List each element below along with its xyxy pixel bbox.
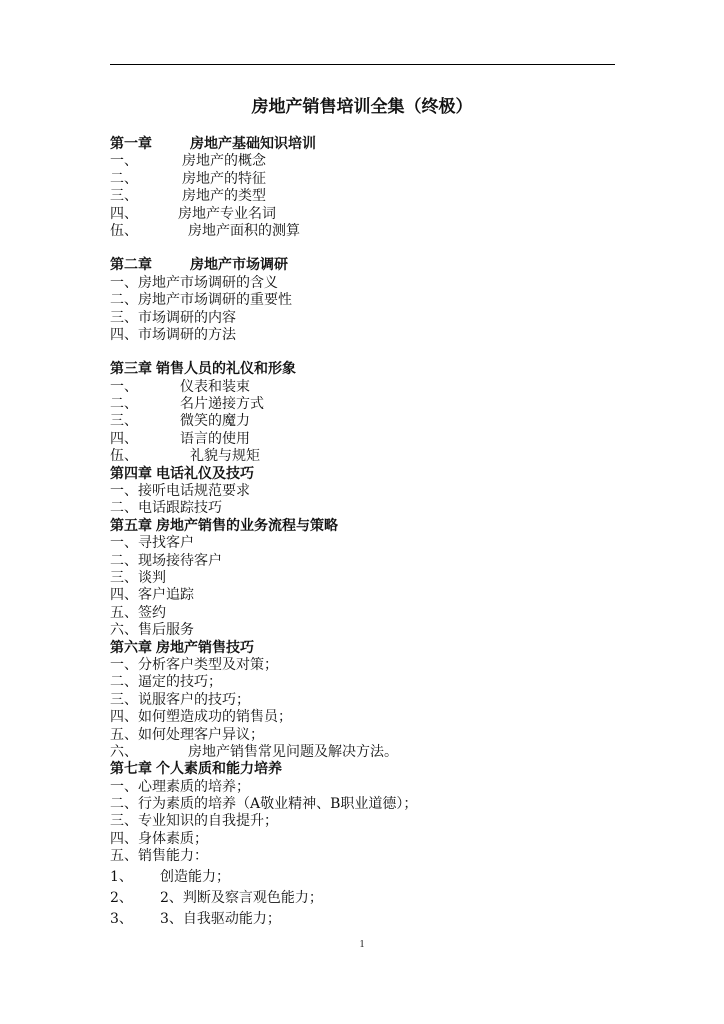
header-rule bbox=[110, 64, 615, 65]
chapter-title: 电话礼仪及技巧 bbox=[156, 465, 254, 482]
chapter-title: 房地产销售的业务流程与策略 bbox=[156, 517, 338, 534]
chapter-heading bbox=[110, 761, 630, 778]
item-text: 名片递接方式 bbox=[180, 396, 264, 413]
item-text: 售后服务 bbox=[138, 622, 194, 639]
chapter-number: 第四章 bbox=[110, 465, 152, 482]
item-number: 一、 bbox=[110, 778, 138, 795]
chapter-number: 第三章 bbox=[110, 361, 152, 378]
list-item bbox=[110, 890, 630, 907]
item-text: 签约 bbox=[138, 604, 166, 621]
chapter-number: 第二章 bbox=[110, 257, 152, 274]
document-title: 房地产销售培训全集（终极） bbox=[251, 97, 473, 117]
list-item bbox=[110, 587, 630, 604]
item-number: 三、 bbox=[110, 691, 138, 708]
item-number: 三、 bbox=[110, 309, 138, 326]
item-text: 礼貌与规矩 bbox=[190, 448, 260, 465]
item-text: 房地产市场调研的含义 bbox=[138, 274, 278, 291]
list-item bbox=[110, 275, 630, 292]
item-text: 仪表和装束 bbox=[180, 378, 250, 395]
item-number: 四、 bbox=[110, 326, 138, 343]
item-number: 二、 bbox=[110, 292, 138, 309]
item-number: 四、 bbox=[110, 430, 138, 447]
list-item bbox=[110, 483, 630, 500]
item-number: 二、 bbox=[110, 796, 138, 813]
item-text: 行为素质的培养（A敬业精神、B职业道德）； bbox=[138, 796, 418, 813]
item-text: 3、自我驱动能力； bbox=[160, 911, 281, 928]
list-item bbox=[110, 396, 630, 413]
item-number: 四、 bbox=[110, 587, 138, 604]
item-text: 房地产市场调研的重要性 bbox=[138, 292, 292, 309]
item-number: 一、 bbox=[110, 483, 138, 500]
list-item bbox=[110, 413, 630, 430]
chapter-heading bbox=[110, 466, 630, 483]
item-text: 客户追踪 bbox=[138, 587, 194, 604]
item-text: 销售能力： bbox=[138, 848, 208, 865]
chapter-title: 房地产市场调研 bbox=[190, 257, 288, 274]
chapter-number: 第五章 bbox=[110, 517, 152, 534]
item-number: 五、 bbox=[110, 726, 138, 743]
list-item bbox=[110, 779, 630, 796]
item-number: 三、 bbox=[110, 413, 138, 430]
chapter-heading bbox=[110, 257, 630, 274]
list-item bbox=[110, 692, 630, 709]
item-number: 四、 bbox=[110, 830, 138, 847]
list-item bbox=[110, 744, 630, 761]
chapter-heading bbox=[110, 640, 630, 657]
item-number: 五、 bbox=[110, 604, 138, 621]
list-item bbox=[110, 674, 630, 691]
item-text: 如何处理客户异议； bbox=[138, 726, 264, 743]
chapter-title: 销售人员的礼仪和形象 bbox=[156, 361, 296, 378]
item-number: 三、 bbox=[110, 188, 138, 205]
item-number: 2、 bbox=[110, 890, 133, 907]
item-number: 一、 bbox=[110, 656, 138, 673]
chapter-title: 房地产销售技巧 bbox=[156, 639, 254, 656]
item-text: 房地产的概念 bbox=[182, 153, 266, 170]
item-text: 心理素质的培养； bbox=[138, 778, 250, 795]
chapter-number: 第六章 bbox=[110, 639, 152, 656]
chapter-heading bbox=[110, 361, 630, 378]
item-text: 语言的使用 bbox=[180, 430, 250, 447]
list-item bbox=[110, 796, 630, 813]
list-item bbox=[110, 869, 630, 886]
item-text: 房地产面积的测算 bbox=[188, 222, 300, 239]
chapter-heading bbox=[110, 518, 630, 535]
item-text: 电话跟踪技巧 bbox=[138, 500, 222, 517]
item-text: 2、判断及察言观色能力； bbox=[160, 890, 323, 907]
list-item bbox=[110, 570, 630, 587]
chapter-number: 第七章 bbox=[110, 761, 152, 778]
list-item bbox=[110, 379, 630, 396]
list-item bbox=[110, 171, 630, 188]
item-number: 一、 bbox=[110, 535, 138, 552]
item-text: 微笑的魔力 bbox=[180, 413, 250, 430]
list-item bbox=[110, 709, 630, 726]
item-text: 分析客户类型及对策； bbox=[138, 656, 278, 673]
list-item bbox=[110, 813, 630, 830]
item-text: 市场调研的方法 bbox=[138, 326, 236, 343]
item-text: 房地产的特征 bbox=[182, 170, 266, 187]
list-item bbox=[110, 622, 630, 639]
item-number: 3、 bbox=[110, 911, 133, 928]
item-number: 二、 bbox=[110, 500, 138, 517]
item-text: 房地产专业名词 bbox=[178, 205, 276, 222]
item-text: 接听电话规范要求 bbox=[138, 483, 250, 500]
item-text: 现场接待客户 bbox=[138, 552, 222, 569]
item-number: 伍、 bbox=[110, 222, 138, 239]
list-item bbox=[110, 448, 630, 465]
item-text: 如何塑造成功的销售员； bbox=[138, 709, 292, 726]
page-number: 1 bbox=[359, 939, 365, 950]
item-text: 身体素质； bbox=[138, 830, 208, 847]
list-item bbox=[110, 206, 630, 223]
item-number: 二、 bbox=[110, 396, 138, 413]
item-number: 二、 bbox=[110, 552, 138, 569]
list-item bbox=[110, 727, 630, 744]
list-item bbox=[110, 657, 630, 674]
item-text: 说服客户的技巧； bbox=[138, 691, 250, 708]
table-of-contents bbox=[110, 136, 630, 929]
list-item bbox=[110, 831, 630, 848]
chapter-title: 房地产基础知识培训 bbox=[190, 136, 316, 152]
item-number: 五、 bbox=[110, 848, 138, 865]
list-item bbox=[110, 153, 630, 170]
list-item bbox=[110, 911, 630, 928]
list-item bbox=[110, 553, 630, 570]
list-item bbox=[110, 292, 630, 309]
chapter-number: 第一章 bbox=[110, 136, 152, 152]
item-number: 三、 bbox=[110, 569, 138, 586]
item-number: 一、 bbox=[110, 153, 138, 170]
item-number: 一、 bbox=[110, 378, 138, 395]
item-number: 六、 bbox=[110, 743, 138, 760]
item-number: 四、 bbox=[110, 709, 138, 726]
item-text: 市场调研的内容 bbox=[138, 309, 236, 326]
chapter-title: 个人素质和能力培养 bbox=[156, 761, 282, 778]
item-text: 创造能力； bbox=[160, 868, 230, 885]
item-number: 1、 bbox=[110, 868, 133, 885]
list-item bbox=[110, 500, 630, 517]
list-item bbox=[110, 327, 630, 344]
item-number: 二、 bbox=[110, 170, 138, 187]
list-item bbox=[110, 431, 630, 448]
item-number: 四、 bbox=[110, 205, 138, 222]
item-text: 寻找客户 bbox=[138, 535, 194, 552]
item-number: 伍、 bbox=[110, 448, 138, 465]
item-text: 专业知识的自我提升； bbox=[138, 813, 278, 830]
list-item bbox=[110, 188, 630, 205]
list-item bbox=[110, 605, 630, 622]
item-number: 六、 bbox=[110, 622, 138, 639]
item-number: 二、 bbox=[110, 674, 138, 691]
item-text: 房地产销售常见问题及解决方法。 bbox=[188, 743, 398, 760]
item-number: 三、 bbox=[110, 813, 138, 830]
list-item bbox=[110, 223, 630, 240]
item-text: 逼定的技巧； bbox=[138, 674, 222, 691]
chapter-heading bbox=[110, 136, 630, 153]
item-number: 一、 bbox=[110, 274, 138, 291]
list-item bbox=[110, 535, 630, 552]
list-item bbox=[110, 848, 630, 865]
list-item bbox=[110, 310, 630, 327]
item-text: 房地产的类型 bbox=[182, 188, 266, 205]
item-text: 谈判 bbox=[138, 569, 166, 586]
